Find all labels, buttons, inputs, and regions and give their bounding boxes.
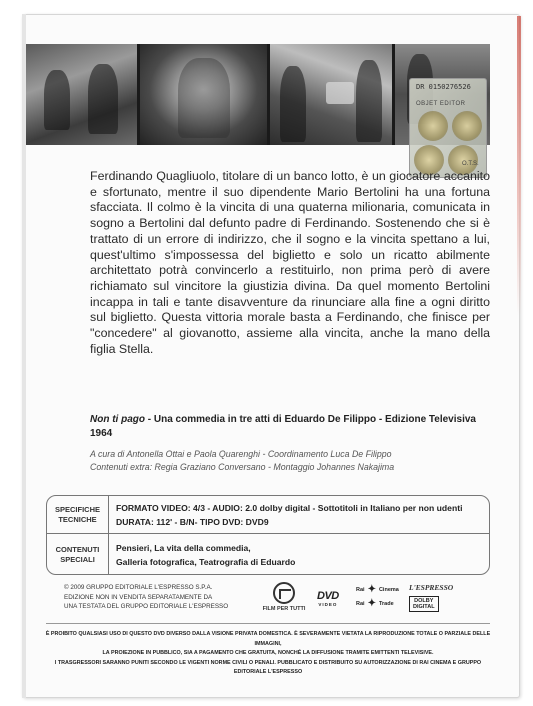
specs-table <box>46 495 490 575</box>
legal-line1: È PROIBITO QUALSIASI USO DI QUESTO DVD DIVERSO DALLA VISIONE PRIVATA DOMESTICA. È SEVERAMENTE VIETATA LA RIPRODUZIONE TOTALE O PARZIALE DELLE IMMAGINI, <box>45 631 491 647</box>
dvd-video-logo <box>317 590 339 607</box>
legal-line2: LA PROIEZIONE IN PUBBLICO, SIA A PAGAMENTO CHE GRATUITA, NONCHÉ LA DIFFUSIONE TRAMITE EMITTENTI TELEVISIVE. <box>102 650 434 657</box>
tech-label-line1: SPECIFICHE <box>54 504 100 514</box>
rai-star-icon: ✦ <box>367 584 376 595</box>
rai-star-icon: ✦ <box>367 598 376 609</box>
special-contents-label <box>47 534 109 575</box>
extras-credits-line: Contenuti extra: Regia Graziano Conversano - Montaggio Johannes Nakajima <box>90 461 395 472</box>
legal-line3: I TRASGRESSORI SARANNO PUNITI SECONDO LE VIGENTI NORME CIVILI O PENALI. PUBBLICATO E DISTRIBUITO SU AUTORIZZAZIONE DI RAI CINEMA E GRUPPO EDITORIALE L'ESPRESSO <box>54 659 482 676</box>
film-still-2 <box>140 44 267 145</box>
copyright-line2: EDIZIONE NON IN VENDITA SEPARATAMENTE DA <box>64 593 213 601</box>
extras-line1: Pensieri, La vita della commedia, <box>116 542 251 553</box>
copyright-notice <box>64 583 254 612</box>
tech-specs-values <box>109 496 489 533</box>
sticker-code: DR 0150276526 <box>416 83 471 91</box>
film-per-tutti-logo <box>261 582 307 612</box>
film-per-tutti-label: FILM PER TUTTI <box>262 606 306 612</box>
tech-label-line2: TECNICHE <box>58 514 97 524</box>
film-per-tutti-icon <box>273 582 295 604</box>
special-contents-values <box>109 534 489 575</box>
curators-line: A cura di Antonella Ottai e Paola Quarenghi - Coordinamento Luca De Filippo <box>90 449 392 459</box>
duration-spec: DURATA: 112' - B/N- TIPO DVD: DVD9 <box>116 516 269 527</box>
dolby-label: DOLBY <box>414 598 434 604</box>
extra-label-line2: SPECIALI <box>60 554 95 564</box>
hologram-seal-icon <box>452 111 482 141</box>
copyright-line1: © 2009 GRUPPO EDITORIALE L'ESPRESSO S.P.A. <box>64 584 213 591</box>
footer-divider <box>46 623 490 624</box>
espresso-logo: L'ESPRESSO <box>409 583 454 592</box>
special-contents-row <box>47 534 489 575</box>
security-hologram-sticker <box>409 78 487 178</box>
sticker-ots: O.T.S. <box>462 161 479 167</box>
synopsis-text: Ferdinando Quagliuolo, titolare di un banco lotto, è un giocatore accanito e sfortunato, mentre il suo dipendente Mario Bertolini ha una fortuna sfacciata. Il colmo è la vincita di una quaterna milionaria, comunicata in sogno a Bertolini dal defunto padre di Ferdinando. Sostenendo che si è trattato di un errore di indirizzo, che il sogno e la vincita spettano a lui, quest'ultimo s'impossessa del biglietto e solo un ricatto abilmente architettato potrà convincerlo a restituirlo, non prima però di avere richiamato sul vincitore la giustizia divina. Da quel momento Bertolini incappa in tali e tante disavventure da rinunciare alla fine a ogni diritto sul biglietto. Questa vittoria morale basta a Ferdinando, che finisce per "concedere" al giovanotto, assieme alla vincita, anche la mano della figlia Stella. <box>90 169 490 356</box>
dolby-digital-logo <box>409 596 439 612</box>
video-audio-spec: FORMATO VIDEO: 4/3 - AUDIO: 2.0 dolby digital - Sottotitoli in Italiano per non udenti <box>116 502 463 513</box>
rai-cinema-label: Cinema <box>378 586 399 593</box>
tech-specs-label <box>47 496 109 533</box>
dolby-digital-label: DIGITAL <box>413 604 435 610</box>
copyright-line3: UNA TESTATA DEL GRUPPO EDITORIALE L'ESPRESSO <box>64 603 229 611</box>
dvd-logo-text: DVD <box>317 590 339 602</box>
sticker-brand: OBJET EDITOR <box>416 101 466 107</box>
dvd-logo-sub: VIDEO <box>318 602 338 607</box>
legal-notice <box>40 630 496 678</box>
rai-trade-label: Trade <box>378 600 394 607</box>
red-spine-edge <box>517 16 521 316</box>
film-still-3 <box>270 44 392 145</box>
film-still-1 <box>26 44 137 145</box>
rai-cinema-rai: Rai <box>356 586 365 593</box>
hologram-seal-icon <box>418 111 448 141</box>
extras-line2: Galleria fotografica, Teatrografia di Eduardo <box>116 556 296 567</box>
edition-title <box>90 413 490 441</box>
credits-block <box>90 448 510 473</box>
play-title: Non ti pago <box>90 414 145 425</box>
play-subtitle: - Una commedia in tre atti di Eduardo De Filippo - Edizione Televisiva 1964 <box>90 414 476 439</box>
rai-trade-logo <box>356 598 394 609</box>
extra-label-line1: CONTENUTI <box>55 544 100 554</box>
rai-cinema-logo <box>356 584 399 595</box>
rai-trade-rai: Rai <box>356 600 365 607</box>
tech-specs-row <box>47 496 489 534</box>
